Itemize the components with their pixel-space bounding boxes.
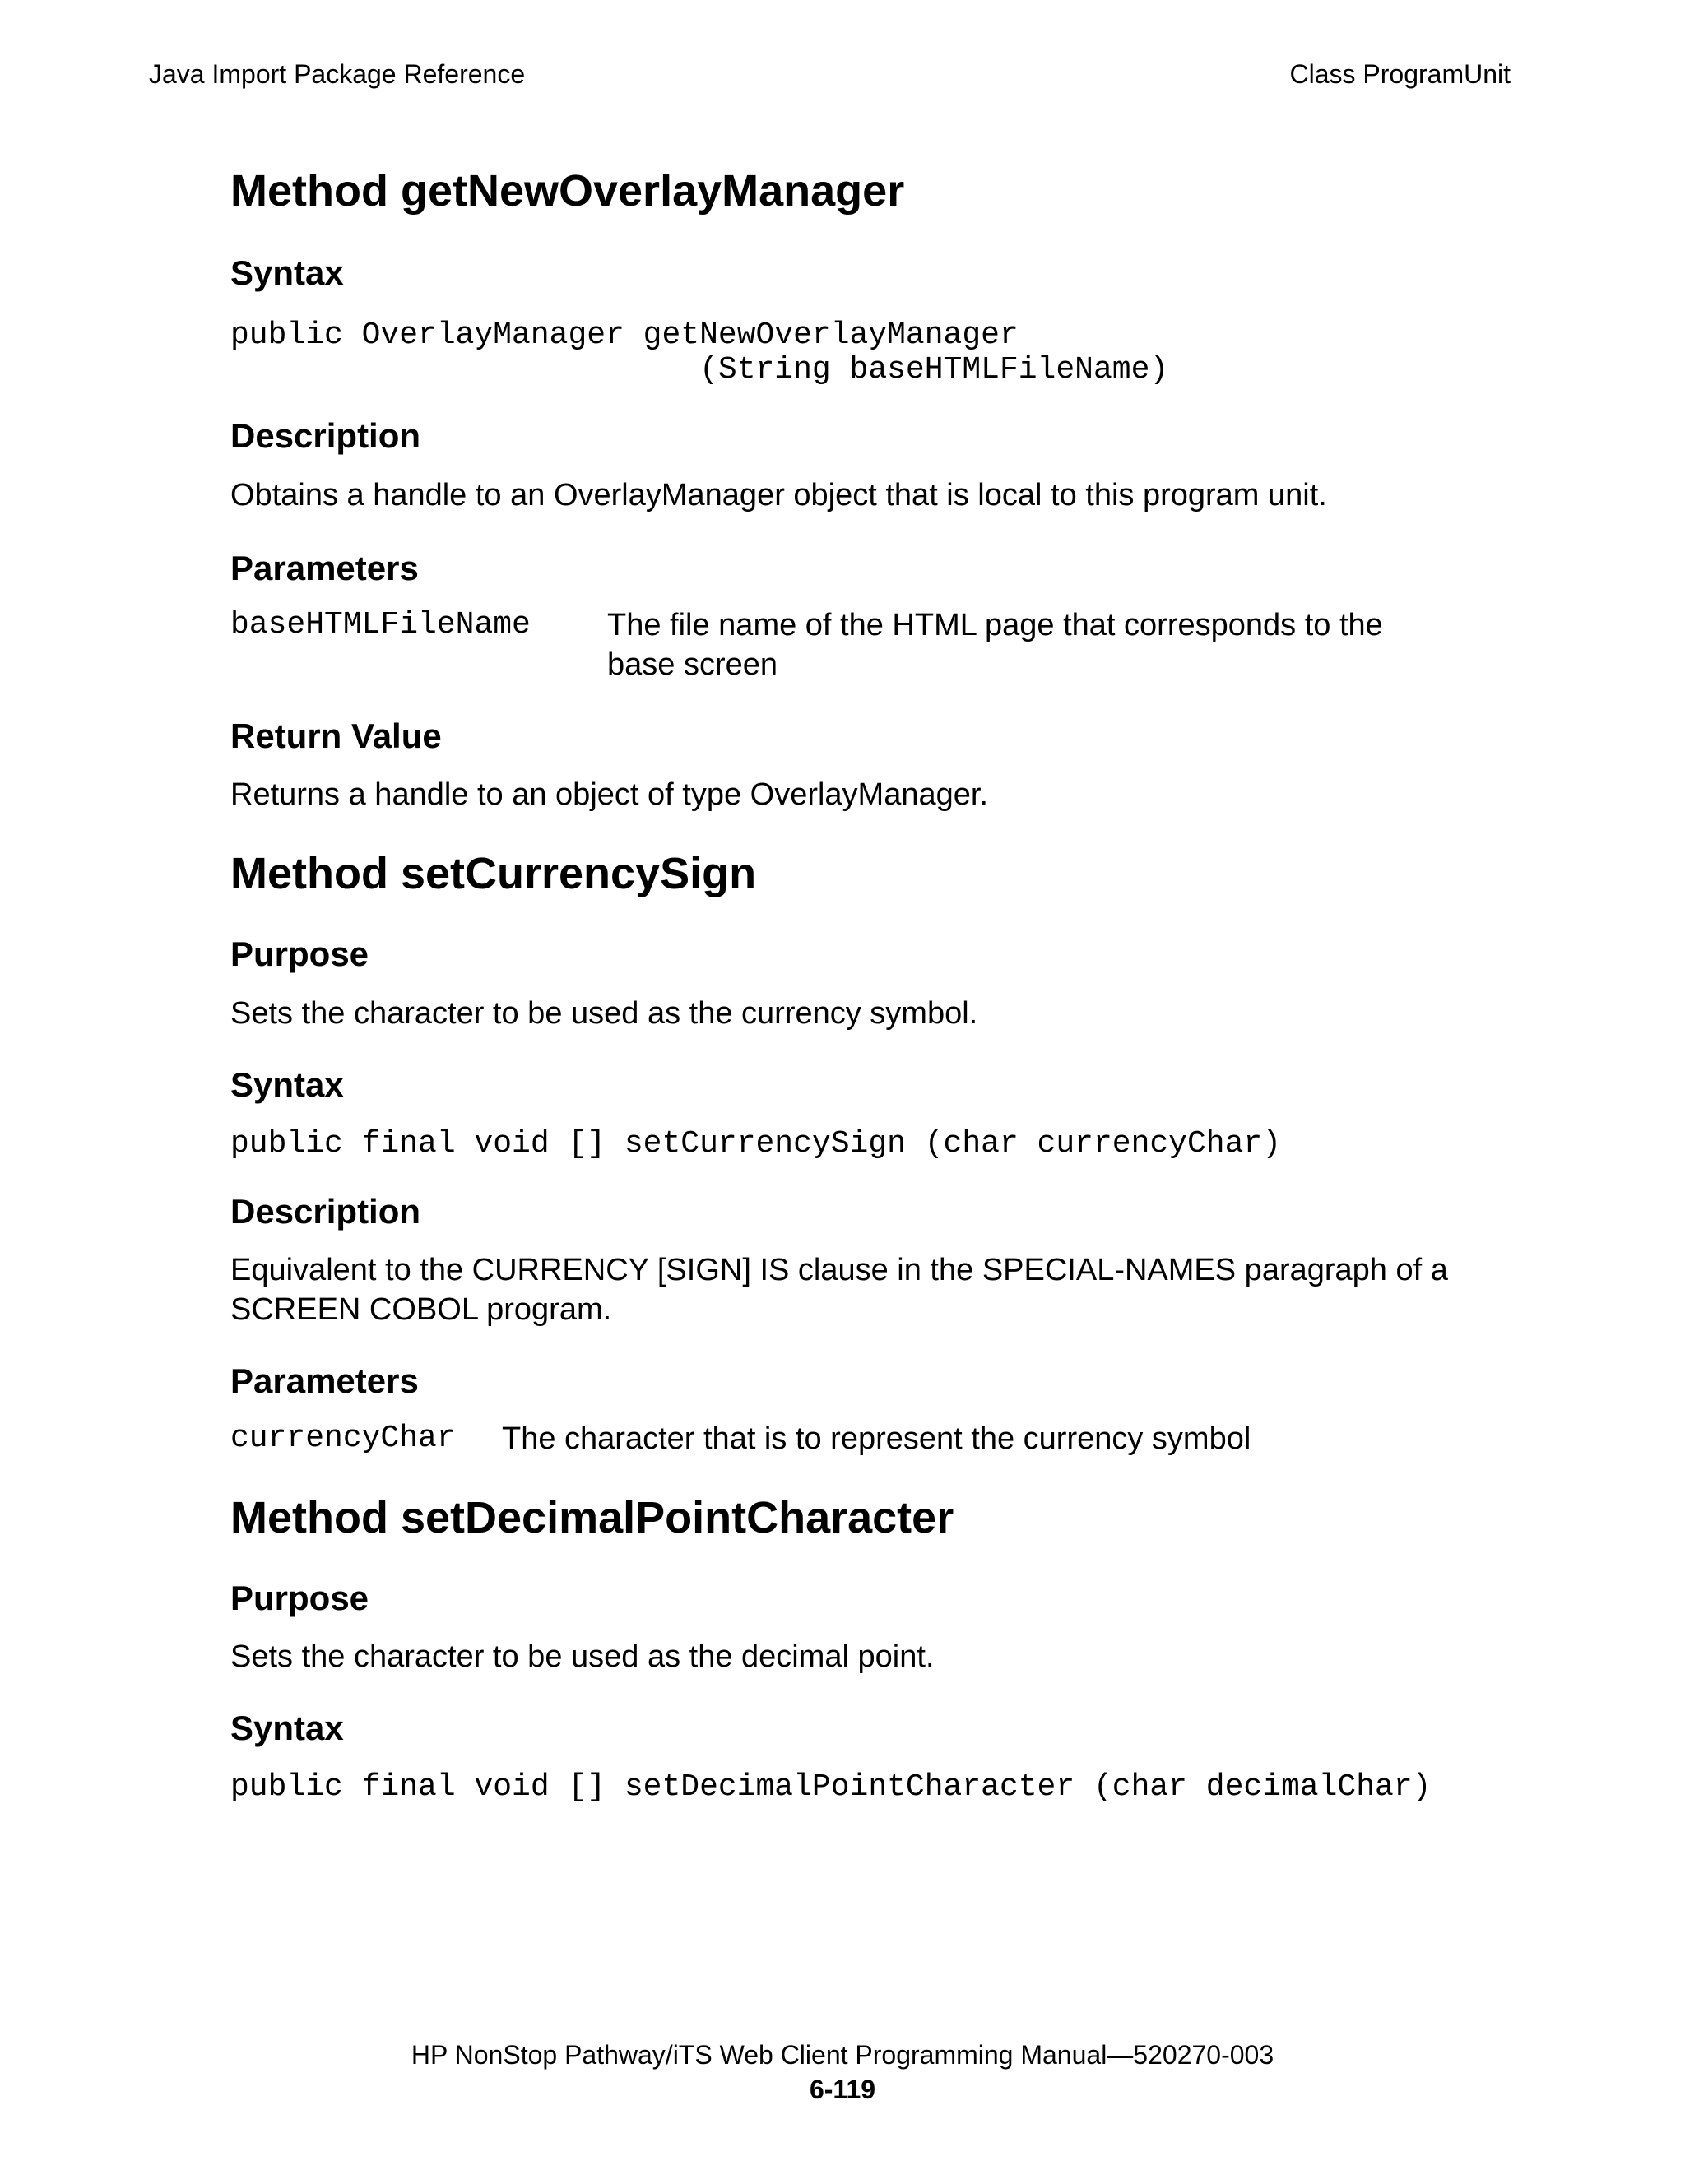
purpose-heading: Purpose	[230, 1578, 369, 1617]
page-header-right: Class ProgramUnit	[1289, 59, 1511, 89]
parameter-row	[230, 605, 1497, 684]
method-setcurrencysign	[230, 847, 1497, 1458]
description-text: Obtains a handle to an OverlayManager object that is local to this program unit.	[230, 477, 1327, 512]
method-getnewoverlaymanager	[230, 165, 1497, 814]
parameters-heading: Parameters	[230, 1361, 419, 1401]
main-content	[230, 165, 1497, 1805]
parameter-description: The character that is to represent the currency symbol	[502, 1421, 1251, 1456]
syntax-code: public OverlayManager getNewOverlayManager (String baseHTMLFileName)	[230, 318, 1169, 388]
parameter-row	[230, 1419, 1497, 1458]
return-value-text: Returns a handle to an object of type OverlayManager.	[230, 777, 988, 813]
method-title: Method setDecimalPointCharacter	[230, 1492, 954, 1542]
parameter-name: currencyChar	[230, 1420, 456, 1456]
syntax-heading: Syntax	[230, 1708, 344, 1747]
syntax-code: public final void [] setDecimalPointCharacter (char decimalChar)	[230, 1769, 1432, 1806]
purpose-heading: Purpose	[230, 934, 369, 974]
parameters-heading: Parameters	[230, 548, 419, 587]
syntax-heading: Syntax	[230, 253, 344, 292]
footer-page-number: 6-119	[809, 2075, 876, 2104]
method-title: Method getNewOverlayManager	[230, 166, 905, 216]
purpose-text: Sets the character to be used as the decimal point.	[230, 1639, 935, 1674]
description-text: Equivalent to the CURRENCY [SIGN] IS clause in the SPECIAL-NAMES paragraph of a SCREEN COBOL program.	[230, 1253, 1448, 1328]
method-title: Method setCurrencySign	[230, 849, 757, 899]
parameter-description: The file name of the HTML page that corresponds to the base screen	[607, 607, 1383, 682]
purpose-text: Sets the character to be used as the currency symbol.	[230, 995, 978, 1031]
description-heading: Description	[230, 416, 421, 456]
parameter-name: baseHTMLFileName	[230, 606, 531, 642]
return-value-heading: Return Value	[230, 716, 442, 755]
description-heading: Description	[230, 1191, 421, 1231]
page-header-left: Java Import Package Reference	[149, 59, 526, 89]
method-setdecimalpointcharacter	[230, 1491, 1497, 1806]
syntax-heading: Syntax	[230, 1064, 344, 1104]
footer-manual-title: HP NonStop Pathway/iTS Web Client Programming Manual—520270-003	[411, 2040, 1274, 2070]
syntax-code: public final void [] setCurrencySign (char currencyChar)	[230, 1125, 1282, 1162]
